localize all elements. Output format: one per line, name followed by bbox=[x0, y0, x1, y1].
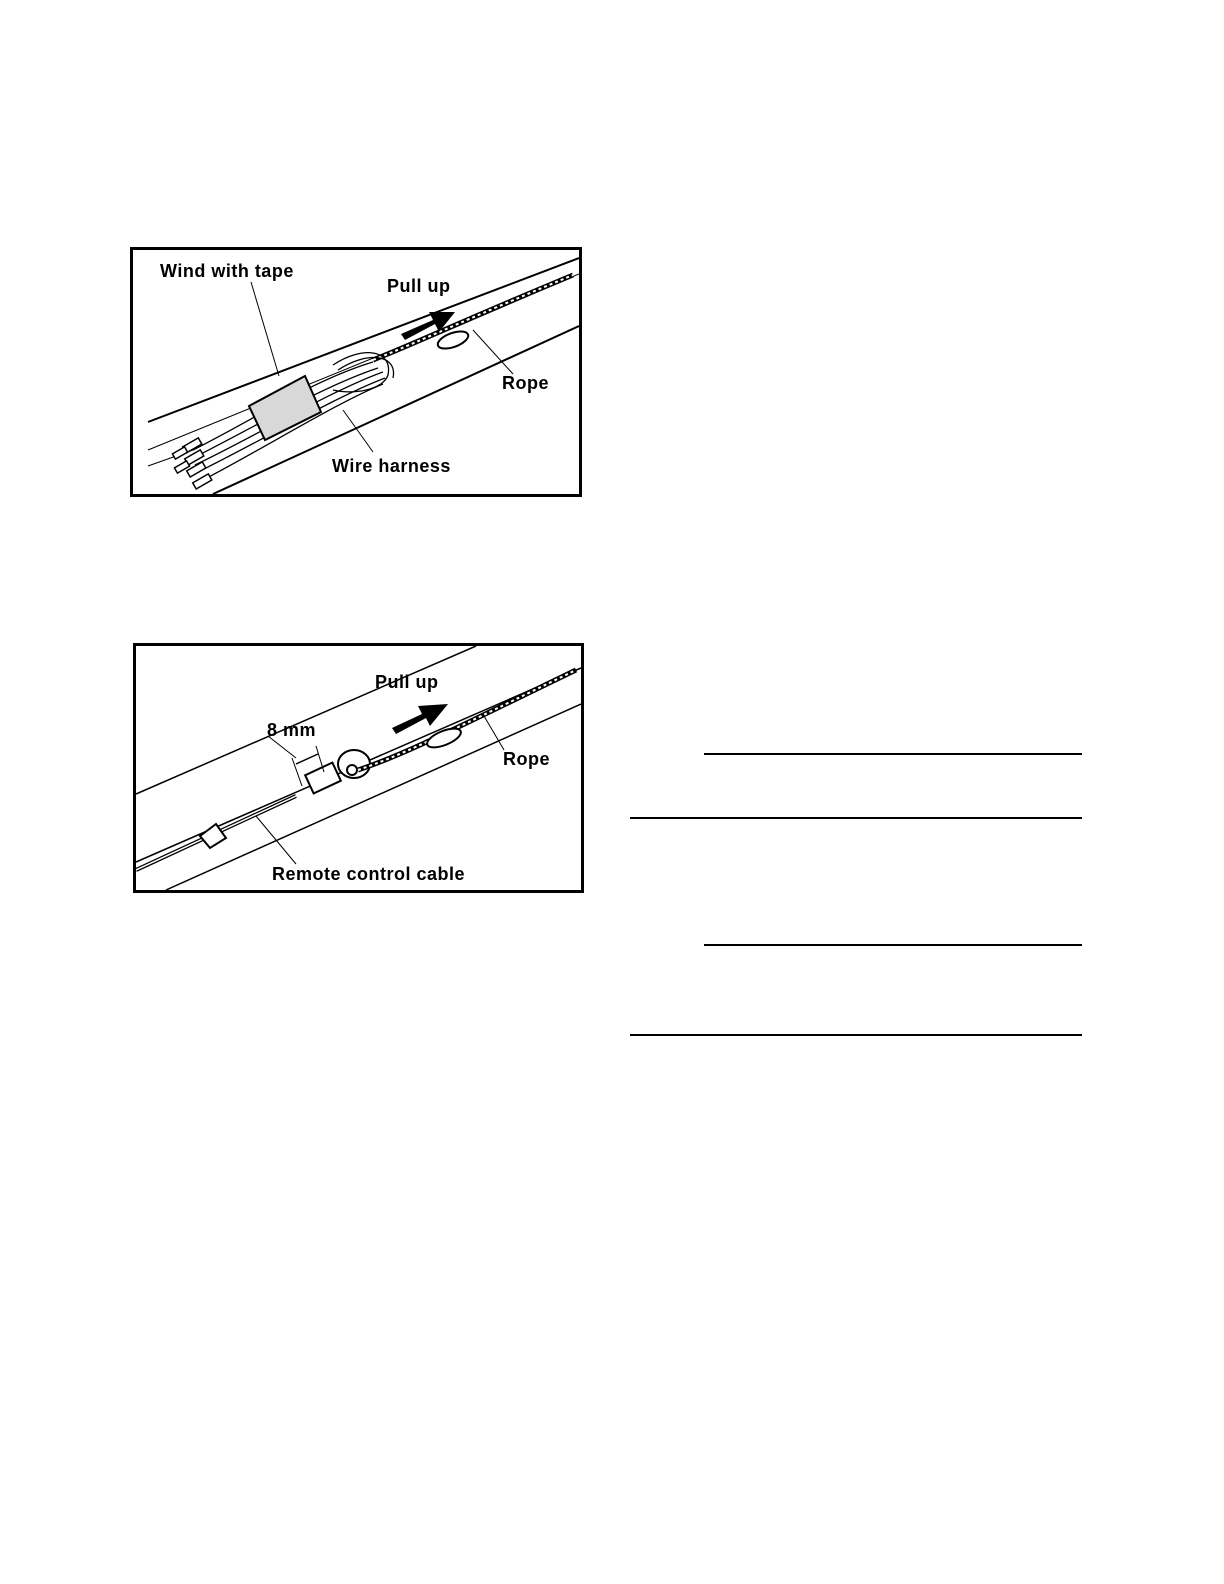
tube-lower-wall bbox=[166, 704, 581, 890]
cable-sleeve bbox=[200, 824, 226, 848]
label-wire-harness: Wire harness bbox=[332, 456, 451, 476]
leader-remote-control-cable bbox=[256, 816, 296, 864]
label-remote-control-cable: Remote control cable bbox=[272, 864, 466, 884]
label-pull-up: Pull up bbox=[375, 672, 439, 692]
leader-wind-with-tape bbox=[251, 282, 279, 376]
harness-connectors bbox=[172, 438, 211, 489]
leader-rope bbox=[484, 716, 504, 750]
label-8-mm: 8 mm bbox=[267, 720, 317, 740]
wire-harness-illustration bbox=[130, 247, 582, 497]
cable-eye-hole bbox=[347, 765, 357, 775]
label-pull-up: Pull up bbox=[387, 276, 451, 296]
tape-wrap bbox=[249, 376, 321, 440]
dimension-line bbox=[296, 754, 318, 764]
rule-2 bbox=[630, 817, 1082, 819]
label-rope: Rope bbox=[502, 373, 549, 393]
rule-1 bbox=[704, 753, 1082, 755]
leader-wire-harness bbox=[343, 410, 373, 452]
label-rope: Rope bbox=[503, 749, 550, 769]
rope-knot bbox=[425, 725, 464, 751]
remote-control-cable-illustration bbox=[133, 643, 584, 893]
rule-3 bbox=[704, 944, 1082, 946]
leader-rope bbox=[473, 330, 513, 374]
label-wind-with-tape: Wind with tape bbox=[160, 261, 294, 281]
tube-upper-wall bbox=[148, 258, 579, 422]
rule-4 bbox=[630, 1034, 1082, 1036]
